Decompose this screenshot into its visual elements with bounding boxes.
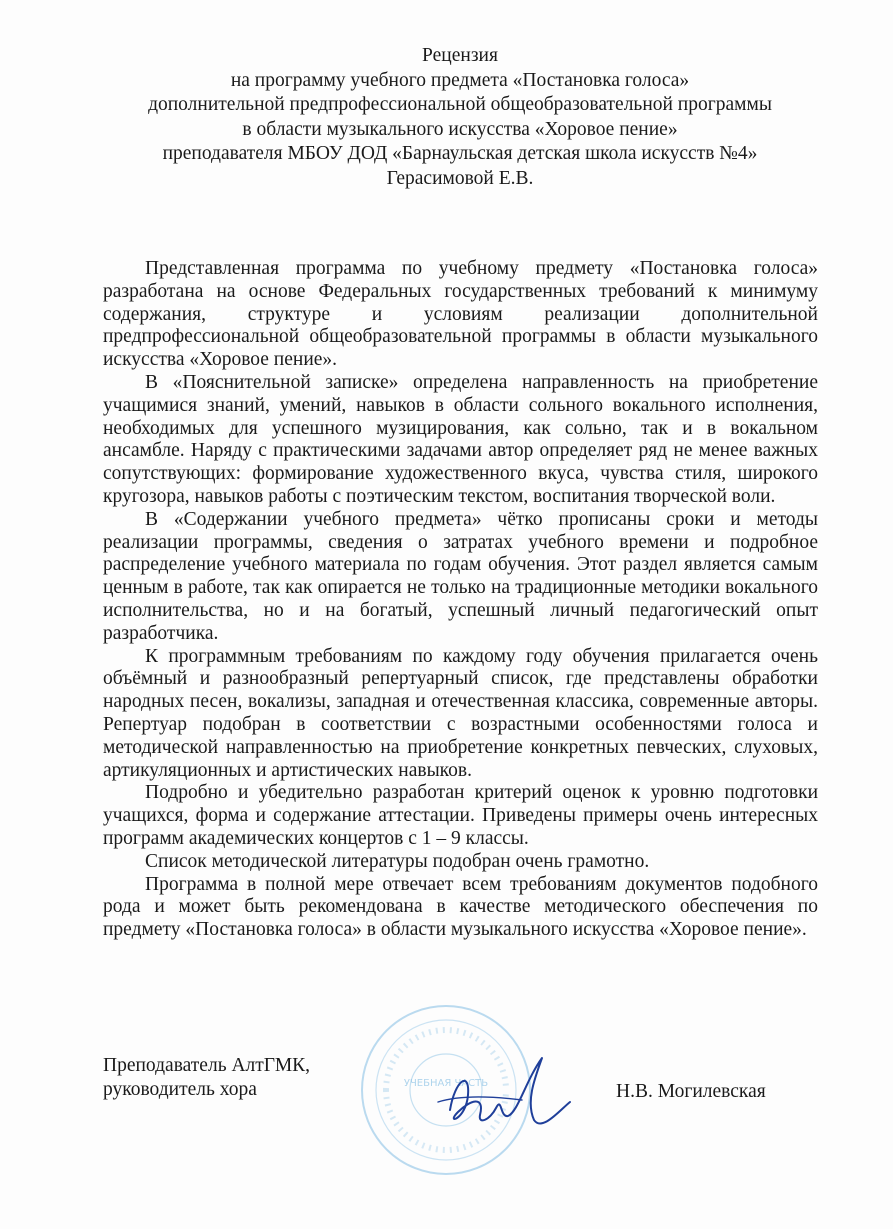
stamp-text: УЧЕБНАЯ ЧАСТЬ <box>403 1078 489 1089</box>
paragraph: В «Содержании учебного предмета» чётко прописаны сроки и методы реализации программы, сведения о затратах учебного времени и подробное распределение учебного материала по годам обучения. Этот раздел является самым ценным в работе, так как опирается не только на традиционные методики вокального исполнительства, но и на богатый, успешный личный педагогический опыт разработчика. <box>103 508 818 644</box>
paragraph: Список методической литературы подобран очень грамотно. <box>145 850 650 872</box>
document-header <box>60 44 860 191</box>
header-line-subject: на программу учебного предмета «Постановка голоса» <box>230 69 690 91</box>
reviewer-position <box>103 1054 310 1102</box>
paragraph: К программным требованиям по каждому году обучения прилагается очень объёмный и разнообразный репертуарный список, где представлены обработки народных песен, вокализы, западная и отечественная классика, современные авторы. Репертуар подобран в соответствии с возрастными особенностями голоса и методической направленностью на приобретение конкретных певческих, слуховых, артикуляционных и артистических навыков. <box>103 645 818 781</box>
paragraph: Представленная программа по учебному предмету «Постановка голоса» разработана на основе Федеральных государственных требований к минимуму содержания, структуре и условиям реализации дополнительной предпрофессиональной общеобразовательной программы в области музыкального искусства «Хоровое пение». <box>103 258 818 371</box>
reviewer-position-line: Преподаватель АлтГМК, <box>103 1055 311 1076</box>
header-line-teacher: преподавателя МБОУ ДОД «Барнаульская детская школа искусств №4» <box>162 143 758 164</box>
review-body <box>103 258 818 942</box>
paragraph: Программа в полной мере отвечает всем требованиям документов подобного рода и может быть рекомендована в качестве методического обеспечения по предмету «Постановка голоса» в области музыкального искусства «Хоровое пение». <box>103 873 818 941</box>
reviewer-role-line: руководитель хора <box>103 1079 257 1100</box>
reviewer-name: Н.В. Могилевская <box>616 1081 766 1102</box>
document-title: Рецензия <box>422 45 498 66</box>
handwritten-signature <box>430 1040 580 1140</box>
paragraph: В «Пояснительной записке» определена направленность на приобретение учащимися знаний, умений, навыков в области сольного вокального исполнения, необходимых для успешного музицирования, как сольно, так и в вокальном ансамбле. Наряду с практическими задачами автор определяет ряд не менее важных сопутствующих: формирование художественного вкуса, чувства стиля, широкого кругозора, навыков работы с поэтическим текстом, воспитания творческой воли. <box>103 371 818 507</box>
header-line-area: в области музыкального искусства «Хоровое пение» <box>242 118 678 140</box>
header-line-program: дополнительной предпрофессиональной общеобразовательной программы <box>148 94 772 115</box>
paragraph: Подробно и убедительно разработан критерий оценок к уровню подготовки учащихся, форма и содержание аттестации. Приведены примеры очень интересных программ академических концертов с 1 – 9 классы. <box>103 782 818 849</box>
header-line-author: Герасимовой Е.В. <box>386 167 534 189</box>
